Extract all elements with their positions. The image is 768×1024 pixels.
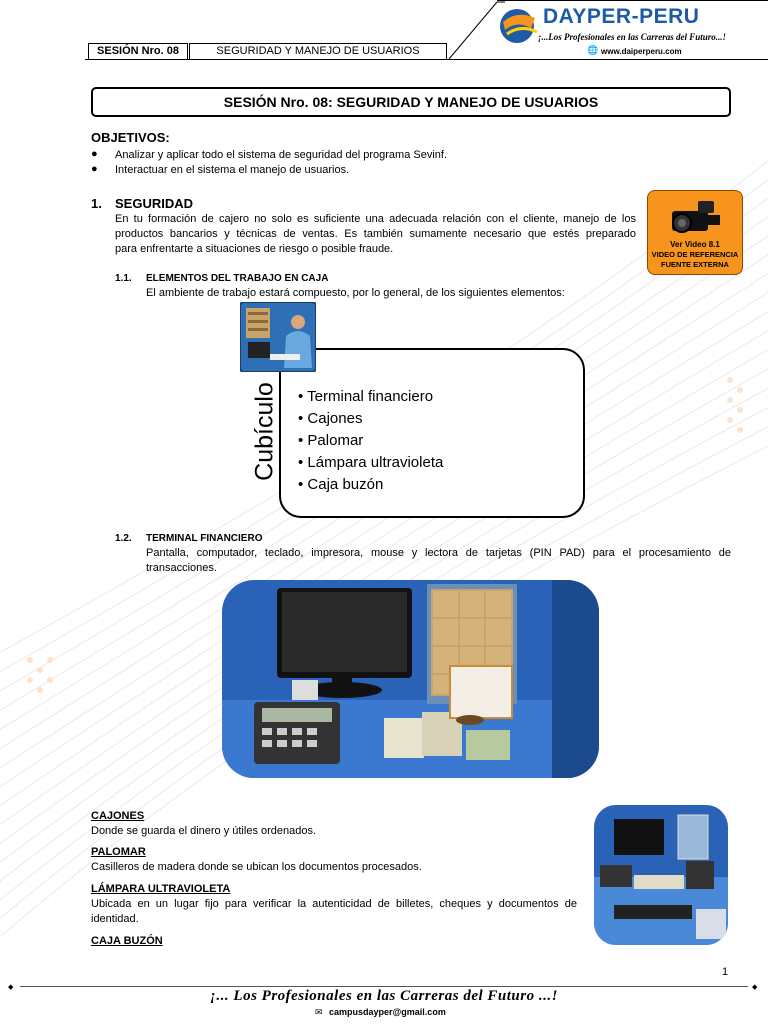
video-reference-badge[interactable] [647,190,743,275]
cubiculo-item: • Terminal financiero [298,388,434,405]
brand-url[interactable]: www.daiperperu.com [601,47,682,56]
header-top-rule [497,0,768,1]
video-badge-line2: VIDEO DE REFERENCIA [651,250,739,259]
subsection-1-2-heading: TERMINAL FINANCIERO [146,533,263,544]
cubiculo-item: • Palomar [298,432,364,449]
footer-rule-right-marker: ◆ [752,984,758,991]
cubiculo-item: • Caja buzón [298,476,384,493]
bullet-icon: ● [91,148,98,160]
section-1-body-line: En tu formación de cajero no solo es suficiente una adecuada relación con el cliente, manejo de los [115,213,636,225]
subsection-1-1-number: 1.1. [115,273,132,284]
footer-rule-left-marker: ◆ [8,984,14,991]
footer-rule [20,986,748,987]
objective-item: Interactuar en el sistema el manejo de usuarios. [115,164,350,176]
email-icon: ✉ [315,1007,323,1017]
subsection-1-2-body-line: transacciones. [146,562,217,574]
subsection-1-2-body-line: Pantalla, computador, teclado, impresora, mouse y lectora de tarjetas (PIN PAD) para el procesamiento de [146,547,731,559]
objective-item: Analizar y aplicar todo el sistema de seguridad del programa Sevinf. [115,149,448,161]
cubiculo-item: • Cajones [298,410,363,427]
def-term-palomar: PALOMAR [91,846,146,858]
globe-icon: 🌐 [587,45,599,55]
page-number: 1 [722,966,729,978]
cubiculo-list [298,386,443,496]
page-title: SESIÓN Nro. 08: SEGURIDAD Y MANEJO DE USUARIOS [91,87,731,117]
subsection-1-1-heading: ELEMENTOS DEL TRABAJO EN CAJA [146,273,329,284]
def-desc-palomar: Casilleros de madera donde se ubican los documentos procesados. [91,861,422,873]
def-desc-lampara: identidad. [91,913,139,925]
objectives-heading: OBJETIVOS: [91,130,170,145]
terminal-photo [222,580,599,778]
bullet-icon: ● [91,163,98,175]
video-camera-icon [668,195,724,239]
section-1-body-line: productos bancarios y técnicas de ventas. Es también sumamente necesario que estés preparado [115,228,636,240]
cubiculo-label: Cubículo [250,382,279,481]
section-1-number: 1. [91,196,102,211]
brand-slogan: ¡...Los Profesionales en las Carreras del Futuro...! [538,32,727,42]
subsection-1-1-body: El ambiente de trabajo estará compuesto, por lo general, de los siguientes elementos: [146,287,565,299]
def-term-lampara: LÁMPARA ULTRAVIOLETA [91,883,231,895]
footer-email[interactable]: campusdayper@gmail.com [329,1007,446,1017]
session-label: SESIÓN Nro. 08 [88,43,188,60]
session-topic: SEGURIDAD Y MANEJO DE USUARIOS [189,43,447,60]
cubiculo-item: • Lámpara ultravioleta [298,454,444,471]
desk-photo [594,805,728,945]
section-1-heading: SEGURIDAD [115,196,194,211]
def-desc-lampara: Ubicada en un lugar fijo para verificar la autenticidad de billetes, cheques y documentos de [91,898,577,910]
def-term-cajones: CAJONES [91,810,145,822]
brand-name: DAYPER-PERU [543,5,700,28]
header-rule [85,59,768,60]
dayper-logo-icon [495,4,543,46]
def-desc-cajones: Donde se guarda el dinero y útiles ordenados. [91,825,317,837]
video-badge-line3: FUENTE EXTERNA [661,260,729,269]
cashier-photo [240,302,316,372]
footer-slogan: ¡... Los Profesionales en las Carreras del Futuro ...! [210,988,558,1004]
section-1-body-line: para enfrentarte a situaciones de riesgo o posible fraude. [115,243,394,255]
subsection-1-2-number: 1.2. [115,533,132,544]
video-badge-line1: Ver Video 8.1 [670,240,720,249]
def-term-caja-buzon: CAJA BUZÓN [91,935,163,947]
